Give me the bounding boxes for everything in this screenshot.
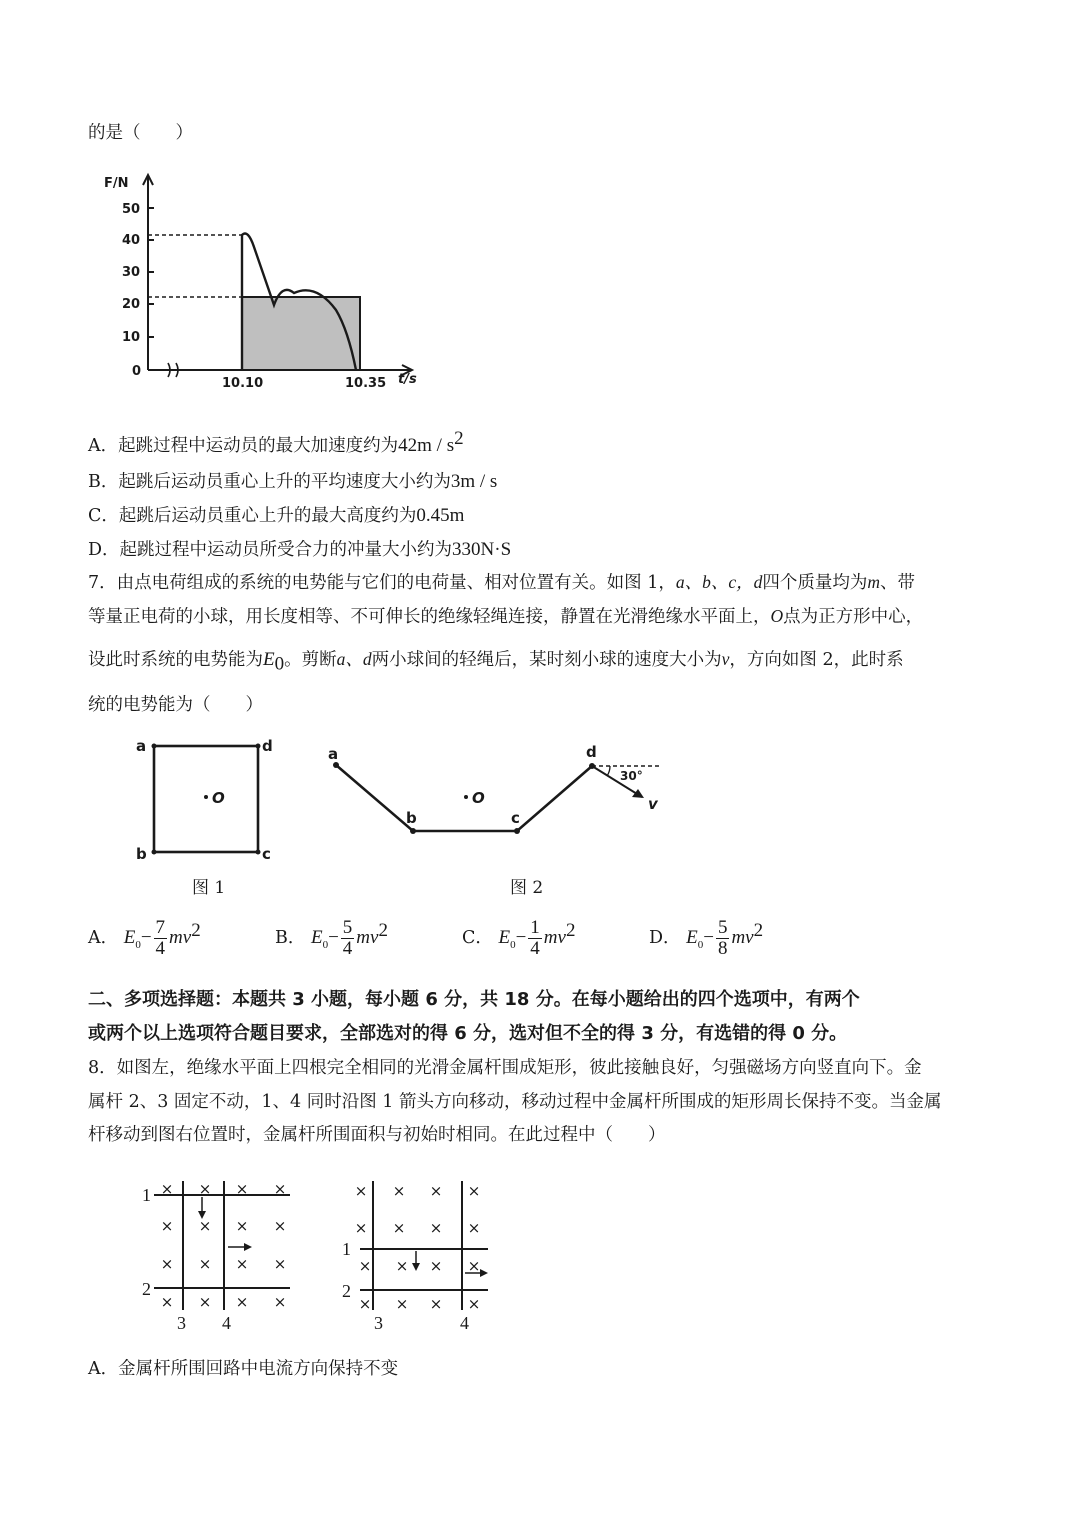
fig2-label-b: b bbox=[406, 809, 417, 827]
svg-text:×: × bbox=[467, 1257, 481, 1275]
svg-text:×: × bbox=[429, 1257, 443, 1275]
impulse-shaded-region bbox=[242, 297, 360, 370]
right-label-2: 2 bbox=[342, 1281, 351, 1301]
q7-option-c[interactable]: C． $E_0-$ $\frac{1}{4}$ $mv^2$ bbox=[462, 917, 576, 959]
x-tick-1035: 10.35 bbox=[345, 376, 387, 391]
q7-text-line2: 等量正电荷的小球，用长度相等、不可伸长的绝缘轻绳连接，静置在光滑绝缘水平面上，O点为正方形中心， bbox=[88, 606, 924, 627]
q8-text-line3: 杆移动到图右位置时，金属杆所围面积与初始时相同。在此过程中（ ） bbox=[88, 1125, 666, 1145]
svg-text:×: × bbox=[235, 1217, 249, 1235]
svg-text:×: × bbox=[358, 1257, 372, 1275]
section2-heading-line1: 二、多项选择题：本题共 3 小题，每小题 6 分，共 18 分。在每小题给出的四个选项中，有两个 bbox=[88, 989, 860, 1010]
fig1-label-d: d bbox=[262, 737, 273, 755]
q8-text-line1: 8．如图左，绝缘水平面上四根完全相同的光滑金属杆围成矩形，彼此接触良好，匀强磁场方向竖直向下。金 bbox=[88, 1058, 922, 1078]
fig2-label-v: v bbox=[648, 795, 658, 813]
q6-option-c[interactable]: C．起跳后运动员重心上升的最大高度约为0.45m bbox=[88, 505, 465, 526]
q7-figure-1 bbox=[130, 735, 280, 865]
svg-text:×: × bbox=[235, 1293, 249, 1311]
y-axis-label: F/N bbox=[104, 176, 129, 191]
fig1-label-b: b bbox=[136, 845, 147, 863]
svg-text:×: × bbox=[354, 1182, 368, 1200]
q6-option-a[interactable]: A．起跳过程中运动员的最大加速度约为$42m / s^2$ bbox=[88, 428, 464, 456]
svg-text:×: × bbox=[354, 1219, 368, 1237]
svg-text:×: × bbox=[198, 1293, 212, 1311]
fig2-label-d: d bbox=[586, 743, 597, 761]
svg-text:×: × bbox=[198, 1255, 212, 1273]
q7-figure-1-caption: 图 1 bbox=[192, 878, 226, 898]
section2-heading-line2: 或两个以上选项符合题目要求，全部选对的得 6 分，选对但不全的得 3 分，有选错的得 0 分。 bbox=[88, 1023, 848, 1044]
svg-text:×: × bbox=[429, 1295, 443, 1313]
svg-text:×: × bbox=[273, 1255, 287, 1273]
fig1-label-O: O bbox=[212, 789, 225, 807]
svg-text:×: × bbox=[235, 1180, 249, 1198]
q8-text-line2: 属杆 2、3 固定不动，1、4 同时沿图 1 箭头方向移动，移动过程中金属杆所围成的矩形周长保持不变。当金属 bbox=[88, 1092, 942, 1112]
fig2-label-c: c bbox=[511, 809, 520, 827]
y-tick-50: 50 bbox=[122, 202, 141, 217]
left-label-3: 3 bbox=[177, 1313, 186, 1333]
svg-text:×: × bbox=[160, 1293, 174, 1311]
y-tick-40: 40 bbox=[122, 233, 141, 248]
left-label-2: 2 bbox=[142, 1279, 151, 1299]
svg-text:×: × bbox=[395, 1257, 409, 1275]
svg-text:×: × bbox=[392, 1182, 406, 1200]
q7-text-line4: 统的电势能为（ ） bbox=[88, 695, 263, 715]
svg-text:×: × bbox=[198, 1180, 212, 1198]
svg-text:×: × bbox=[395, 1295, 409, 1313]
right-label-4: 4 bbox=[460, 1313, 469, 1333]
fig1-label-c: c bbox=[262, 845, 271, 863]
q6-question-tail: 的是（ ） bbox=[88, 123, 193, 143]
svg-text:×: × bbox=[467, 1219, 481, 1237]
x-axis-label: t/s bbox=[398, 372, 417, 387]
svg-text:×: × bbox=[273, 1293, 287, 1311]
q7-option-a[interactable]: A． $E_0-$ $\frac{7}{4}$ $mv^2$ bbox=[88, 917, 201, 959]
svg-text:×: × bbox=[467, 1295, 481, 1313]
svg-text:×: × bbox=[467, 1182, 481, 1200]
y-tick-20: 20 bbox=[122, 297, 141, 312]
svg-text:×: × bbox=[198, 1217, 212, 1235]
fig2-label-a: a bbox=[328, 745, 339, 763]
left-label-4: 4 bbox=[222, 1313, 231, 1333]
svg-text:×: × bbox=[273, 1180, 287, 1198]
q7-figure-2-caption: 图 2 bbox=[510, 878, 544, 898]
q7-option-d[interactable]: D． $E_0-$ $\frac{5}{8}$ $mv^2$ bbox=[649, 917, 764, 959]
svg-text:×: × bbox=[392, 1219, 406, 1237]
q7-text-line3: 设此时系统的电势能为$E_0$。剪断a、d两小球间的轻绳后，某时刻小球的速度大小为v，方向如图 2，此时系 bbox=[88, 649, 904, 675]
right-label-1: 1 bbox=[342, 1239, 351, 1259]
q8-option-a[interactable]: A．金属杆所围回路中电流方向保持不变 bbox=[88, 1359, 399, 1379]
left-label-1: 1 bbox=[142, 1185, 151, 1205]
q8-figure-right bbox=[340, 1175, 510, 1335]
q6-option-d[interactable]: D．起跳过程中运动员所受合力的冲量大小约为330N·S bbox=[88, 539, 512, 560]
right-label-3: 3 bbox=[374, 1313, 383, 1333]
svg-text:×: × bbox=[160, 1217, 174, 1235]
y-tick-10: 10 bbox=[122, 330, 141, 345]
svg-text:×: × bbox=[358, 1295, 372, 1313]
q6-option-b[interactable]: B．起跳后运动员重心上升的平均速度大小约为3m / s bbox=[88, 471, 498, 492]
svg-text:×: × bbox=[235, 1255, 249, 1273]
y-tick-30: 30 bbox=[122, 265, 141, 280]
x-tick-1010: 10.10 bbox=[222, 376, 264, 391]
q7-option-b[interactable]: B． $E_0-$ $\frac{5}{4}$ $mv^2$ bbox=[275, 917, 388, 959]
fig2-label-angle: 30° bbox=[620, 769, 643, 783]
svg-text:×: × bbox=[429, 1219, 443, 1237]
q8-figure-left bbox=[140, 1175, 310, 1335]
svg-text:×: × bbox=[160, 1255, 174, 1273]
q7-text-line1: 7．由点电荷组成的系统的电势能与它们的电荷量、相对位置有关。如图 1，a、b、c，d四个质量均为m、带 bbox=[88, 572, 916, 593]
svg-text:×: × bbox=[429, 1182, 443, 1200]
y-tick-0: 0 bbox=[132, 364, 142, 379]
q6-force-time-graph bbox=[90, 165, 430, 390]
svg-text:×: × bbox=[273, 1217, 287, 1235]
svg-text:×: × bbox=[160, 1180, 174, 1198]
fig1-label-a: a bbox=[136, 737, 147, 755]
q7-figure-2 bbox=[320, 735, 670, 845]
fig2-label-O: O bbox=[472, 789, 485, 807]
